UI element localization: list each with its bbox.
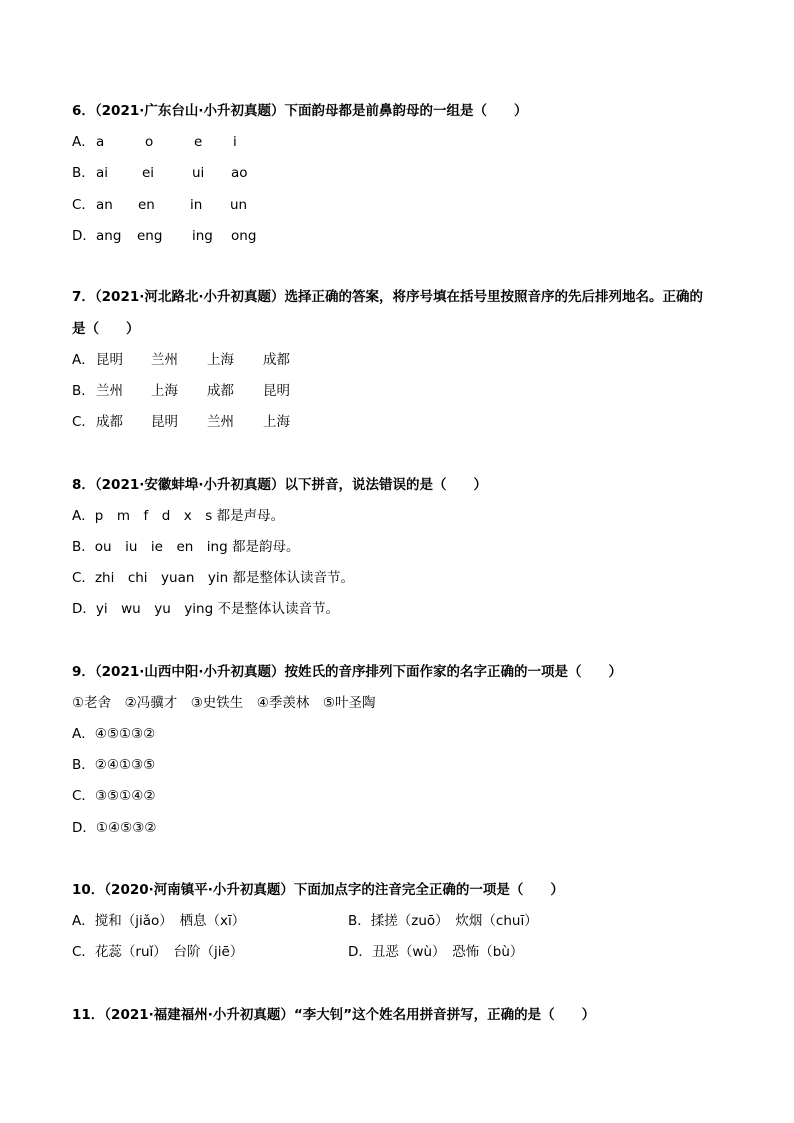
option-letter: C．: [72, 570, 95, 586]
question-7-stem-continued: [72, 319, 140, 339]
option-part: 兰州: [96, 383, 123, 399]
option-text: ③⑤①④②: [94, 788, 156, 804]
option-part: eng: [137, 228, 163, 244]
option-part: ei: [142, 165, 155, 181]
option-letter: D．: [348, 944, 372, 960]
question-7-option-c: [72, 412, 290, 432]
option-text: 搅和（jiǎo） 栖息（xī）: [94, 913, 246, 929]
option-part: e: [194, 134, 203, 150]
option-part: 成都: [207, 383, 234, 399]
question-10-option-a: [72, 911, 245, 931]
option-text: p m f d x s 都是声母。: [94, 508, 285, 524]
option-text: 丑恶（wù） 恐怖（bù）: [371, 944, 524, 960]
question-8-option-a: [72, 506, 284, 526]
option-text: ou iu ie en ing 都是韵母。: [94, 539, 300, 555]
option-letter: B．: [72, 539, 95, 555]
question-text: 是（ ）: [72, 321, 140, 337]
question-9-option-b: [72, 755, 155, 775]
option-part: un: [230, 197, 248, 213]
option-letter: C．: [72, 788, 95, 804]
question-8-option-b: [72, 537, 299, 557]
option-letter: A．: [72, 508, 95, 524]
option-part: 上海: [151, 383, 178, 399]
option-part: en: [138, 197, 155, 213]
option-letter: C．: [72, 414, 95, 430]
option-letter: C．: [72, 944, 95, 960]
option-part: 成都: [96, 414, 123, 430]
option-part: ai: [96, 165, 109, 181]
option-text: ④⑤①③②: [94, 726, 156, 742]
option-part: 兰州: [151, 352, 178, 368]
question-9-stem: [72, 662, 622, 682]
option-part: ui: [192, 165, 205, 181]
option-part: ing: [192, 228, 213, 244]
question-9-option-c: [72, 786, 155, 806]
question-8-option-d: [72, 599, 339, 619]
option-part: 兰州: [207, 414, 234, 430]
question-10-option-b: [348, 911, 538, 931]
question-9-option-a: [72, 724, 155, 744]
question-11-stem: [72, 1005, 595, 1025]
author-name-list: ①老舍 ②冯骥才 ③史铁生 ④季羡林 ⑤叶圣陶: [72, 695, 376, 711]
option-letter: D．: [72, 820, 96, 836]
option-part: 上海: [207, 352, 234, 368]
question-number: 9．: [72, 664, 95, 680]
option-letter: A．: [72, 352, 95, 368]
question-6-option-b: [72, 163, 248, 183]
question-8-option-c: [72, 568, 354, 588]
option-letter: B．: [72, 165, 95, 181]
option-letter: D．: [72, 601, 96, 617]
option-part: i: [233, 134, 237, 150]
option-part: in: [190, 197, 203, 213]
option-part: 成都: [263, 352, 290, 368]
question-9-names: [72, 693, 376, 713]
option-part: 上海: [263, 414, 290, 430]
option-part: ao: [231, 165, 248, 181]
question-number: 8．: [72, 477, 95, 493]
question-text: （2021·广东台山·小升初真题）下面韵母都是前鼻韵母的一组是（ ）: [94, 103, 528, 119]
option-text: zhi chi yuan yin 都是整体认读音节。: [94, 570, 355, 586]
option-part: 昆明: [263, 383, 290, 399]
question-6-option-d: [72, 226, 257, 246]
option-text: ②④①③⑤: [94, 757, 156, 773]
option-letter: B．: [72, 757, 95, 773]
option-part: o: [145, 134, 154, 150]
question-7-option-b: [72, 381, 290, 401]
option-part: an: [96, 197, 113, 213]
question-6-option-a: [72, 132, 237, 152]
option-letter: A．: [72, 913, 95, 929]
question-7-option-a: [72, 350, 290, 370]
question-6-option-c: [72, 195, 248, 215]
option-part: ong: [231, 228, 257, 244]
question-text: （2021·河北路北·小升初真题）选择正确的答案，将序号填在括号里按照音序的先后排列地名。正确的: [94, 289, 703, 305]
question-7-stem: [72, 287, 703, 307]
question-text: （2020·河南镇平·小升初真题）下面加点字的注音完全正确的一项是（ ）: [104, 882, 564, 898]
option-letter: C．: [72, 197, 95, 213]
option-part: a: [96, 134, 105, 150]
question-6-stem: [72, 101, 528, 121]
option-letter: A．: [72, 726, 95, 742]
option-letter: D．: [72, 228, 96, 244]
option-letter: B．: [348, 913, 371, 929]
question-text: （2021·山西中阳·小升初真题）按姓氏的音序排列下面作家的名字正确的一项是（ ）: [94, 664, 622, 680]
option-text: 揉搓（zuō） 炊烟（chuī）: [370, 913, 538, 929]
option-text: 花蕊（ruǐ） 台阶（jiē）: [94, 944, 244, 960]
option-part: 昆明: [151, 414, 178, 430]
option-letter: A．: [72, 134, 95, 150]
option-letter: B．: [72, 383, 95, 399]
question-10-option-d: [348, 942, 523, 962]
option-text: yi wu yu ying 不是整体认读音节。: [95, 601, 339, 617]
question-number: 11．: [72, 1007, 105, 1023]
question-number: 7．: [72, 289, 95, 305]
question-number: 10．: [72, 882, 105, 898]
question-10-stem: [72, 880, 564, 900]
question-number: 6．: [72, 103, 95, 119]
question-9-option-d: [72, 818, 156, 838]
question-text: （2021·安徽蚌埠·小升初真题）以下拼音，说法错误的是（ ）: [94, 477, 487, 493]
option-text: ①④⑤③②: [95, 820, 157, 836]
option-part: 昆明: [96, 352, 123, 368]
question-8-stem: [72, 475, 487, 495]
question-text: （2021·福建福州·小升初真题）“李大钊”这个姓名用拼音拼写，正确的是（ ）: [104, 1007, 596, 1023]
question-10-option-c: [72, 942, 243, 962]
option-part: ang: [96, 228, 122, 244]
